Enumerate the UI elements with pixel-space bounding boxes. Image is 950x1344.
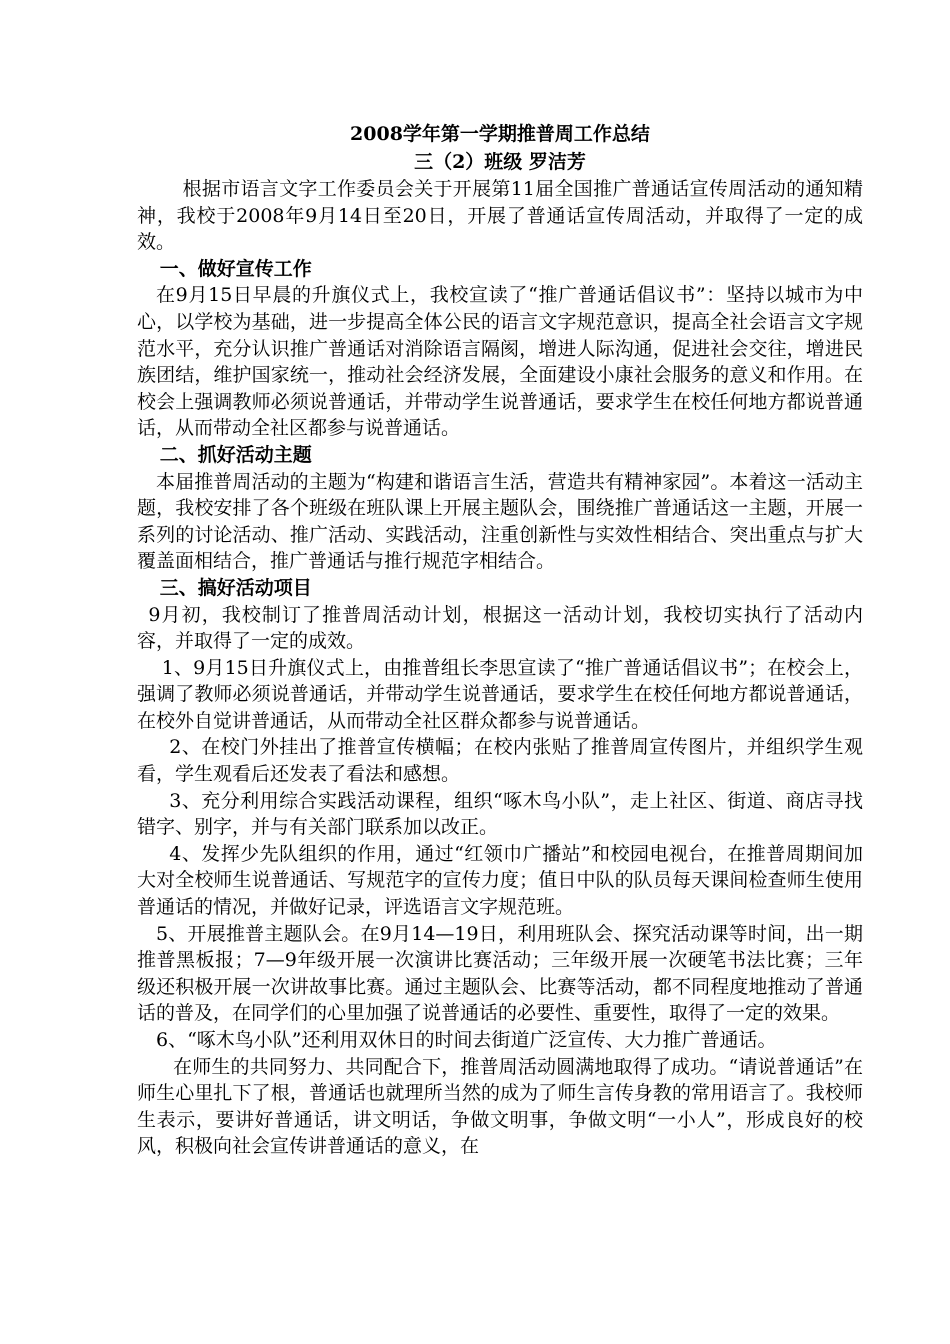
section-heading-1: 一、做好宣传工作 [159,257,312,280]
document-body [137,120,863,1160]
section-heading-3: 三、搞好活动项目 [159,576,312,599]
list-item-4: 4、发挥少先队组织的作用，通过“红领巾广播站”和校园电视台，在推普周期间加大对全校师生说普通话、写规范字的宣传力度；值日中队的队员每天课间检查师生使用普通话的情况，并做好记录，评选语言文字规范班。 [137,842,863,919]
section-heading-2: 二、抓好活动主题 [159,443,312,466]
section-2-paragraph: 本届推普周活动的主题为“构建和谐语言生活，营造共有精神家园”。本着这一活动主题，我校安排了各个班级在班队课上开展主题队会，围绕推广普通话这一主题，开展一系列的讨论活动、推广活动、实践活动，注重创新性与实效性相结合、突出重点与扩大覆盖面相结合，推广普通话与推行规范字相结合。 [137,470,863,573]
intro-paragraph: 根据市语言文字工作委员会关于开展第11届全国推广普通话宣传周活动的通知精神，我校于2008年9月14日至20日，开展了普通话宣传周活动，并取得了一定的成效。 [137,178,863,254]
list-item-2: 2、在校门外挂出了推普宣传横幅；在校内张贴了推普周宣传图片，并组织学生观看，学生观看后还发表了看法和感想。 [137,736,863,786]
conclusion-paragraph: 在师生的共同努力、共同配合下，推普周活动圆满地取得了成功。“请说普通话”在师生心里扎下了根，普通话也就理所当然的成为了师生言传身教的常用语言了。我校师生表示，要讲好普通话，讲文明话，争做文明事，争做文明“一小人”，形成良好的校风，积极向社会宣传讲普通话的意义，在 [137,1055,863,1158]
list-item-6: 6、“啄木鸟小队”还利用双休日的时间去街道广泛宣传、大力推广普通话。 [156,1029,777,1051]
document-title: 2008学年第一学期推普周工作总结 [350,123,650,145]
section-3-paragraph: 9月初，我校制订了推普周活动计划，根据这一活动计划，我校切实执行了活动内容，并取得了一定的成效。 [137,603,863,653]
list-item-3: 3、充分利用综合实践活动课程，组织“啄木鸟小队”，走上社区、街道、商店寻找错字、别字，并与有关部门联系加以改正。 [137,789,863,839]
list-item-5: 5、开展推普主题队会。在9月14—19日，利用班队会、探究活动课等时间，出一期推普黑板报；7—9年级开展一次演讲比赛活动；三年级开展一次硬笔书法比赛；三年级还积极开展一次讲故事比赛。通过主题队会、比赛等活动，都不同程度地推动了普通话的普及，在同学们的心里加强了说普通话的必要性、重要性，取得了一定的效果。 [137,922,863,1025]
list-item-1: 1、9月15日升旗仪式上，由推普组长李思宣读了“推广普通话倡议书”；在校会上，强调了教师必须说普通话，并带动学生说普通话，要求学生在校任何地方都说普通话，在校外自觉讲普通话，从而带动全社区群众都参与说普通话。 [137,656,863,732]
section-1-paragraph: 在9月15日早晨的升旗仪式上，我校宣读了“推广普通话倡议书”：坚持以城市为中心，以学校为基础，进一步提高全体公民的语言文字规范意识，提高全社会语言文字规范水平，充分认识推广普通话对消除语言隔阂，增进人际沟通，促进社会交往，增进民族团结，维护国家统一，推动社会经济发展，全面建设小康社会服务的意义和作用。在校会上强调教师必须说普通话，并带动学生说普通话，要求学生在校任何地方都说普通话，从而带动全社区都参与说普通话。 [137,284,863,440]
document-subtitle: 三（2）班级 罗洁芳 [414,151,586,173]
